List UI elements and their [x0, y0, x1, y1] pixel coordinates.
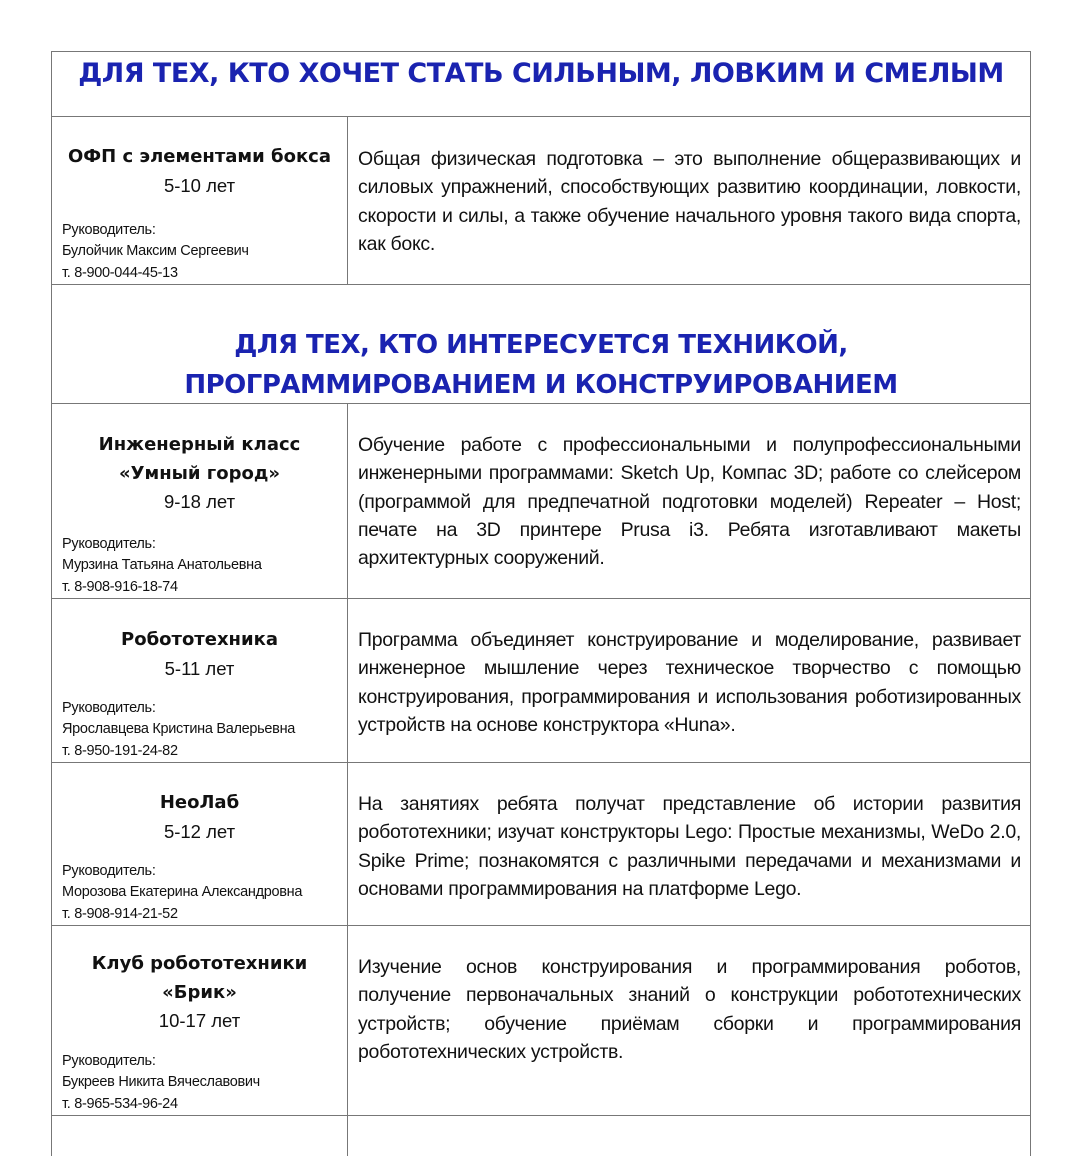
program-leader	[62, 1051, 260, 1116]
program-name-line: Инженерный класс	[98, 434, 301, 455]
program-name: НеоЛаб	[159, 792, 240, 813]
leader-name: Булойчик Максим Сергеевич	[62, 243, 249, 259]
program-row	[52, 117, 1030, 285]
program-name	[62, 431, 337, 488]
program-leader	[62, 698, 295, 763]
section-heading-tech	[52, 285, 1030, 404]
leader-label: Руководитель:	[62, 535, 156, 552]
program-info-cell	[52, 1116, 348, 1156]
program-age: 9-18 лет	[163, 491, 236, 512]
leader-name: Мурзина Татьяна Анатольевна	[62, 557, 262, 573]
section-title-line: ДЛЯ ТЕХ, КТО ХОЧЕТ СТАТЬ СИЛЬНЫМ, ЛОВКИМ И СМЕЛЫМ	[78, 58, 1004, 89]
leader-name: Букреев Никита Вячеславович	[62, 1074, 260, 1090]
leader-label: Руководитель:	[62, 1052, 156, 1069]
program-name-line: «Брик»	[162, 981, 237, 1003]
program-leader	[62, 220, 249, 285]
program-age: 5-10 лет	[163, 174, 236, 196]
program-description: На занятиях ребята получат представление об истории развития робототехники; изучат конструкторы Lego: Простые механизмы, WeDo 2.0, Spike Prime; познакомятся с различными передачами и механизмами и основами программирования на платформе Lego.	[358, 793, 1021, 900]
program-name-line: Клуб робототехники	[91, 953, 308, 974]
program-name: ОФП с элементами бокса	[68, 146, 331, 167]
program-info-cell	[52, 404, 348, 598]
program-info-cell	[52, 599, 348, 762]
section-title-line: ПРОГРАММИРОВАНИЕМ И КОНСТРУИРОВАНИЕМ	[184, 370, 898, 400]
leader-phone: т. 8-950-191-24-82	[62, 742, 178, 759]
program-row	[52, 763, 1030, 926]
programs-table	[51, 51, 1031, 1156]
leader-phone: т. 8-908-916-18-74	[62, 578, 178, 595]
program-description: Общая физическая подготовка – это выполнение общеразвивающих и силовых упражнений, способствующих развитию координации, ловкости, скорости и силы, а также обучение начального уровня такого вида спорта, как бокс.	[358, 148, 1021, 255]
program-info-cell	[52, 763, 348, 925]
program-row	[52, 599, 1030, 763]
leader-phone: т. 8-900-044-45-13	[62, 264, 178, 281]
section-heading-sport	[52, 52, 1030, 117]
program-info-cell	[52, 117, 348, 284]
program-row-partial	[52, 1116, 1030, 1156]
program-age: 5-11 лет	[164, 657, 235, 679]
leader-name: Морозова Екатерина Александровна	[62, 884, 303, 900]
program-age: 5-12 лет	[163, 820, 236, 842]
leader-label: Руководитель:	[62, 699, 156, 716]
program-age: 10-17 лет	[158, 1010, 241, 1031]
program-row	[52, 926, 1030, 1116]
program-name	[62, 950, 337, 1007]
program-name-line: «Умный город»	[119, 462, 280, 484]
program-description: Обучение работе с профессиональными и полупрофессиональными инженерными программами: Sketch Up, Компас 3D; работе со слейсером (программой для предпечатной подготовки моделей) Repeater – Host; печате на 3D принтере Prusa i3. Ребята изготавливают макеты архитектурных сооружений.	[358, 434, 1021, 570]
program-leader	[62, 534, 262, 599]
program-description	[348, 1116, 1030, 1156]
leader-label: Руководитель:	[62, 862, 156, 879]
program-description: Изучение основ конструирования и программирования роботов, получение первоначальных знаний о конструкции робототехнических устройств; обучение приёмам сборки и программирования робототехнических устройств.	[358, 956, 1021, 1063]
program-row	[52, 404, 1030, 599]
program-description: Программа объединяет конструирование и моделирование, развивает инженерное мышление через техническое творчество с помощью конструирования, программирования и использования роботизированных устройств на основе конструктора «Huna».	[358, 629, 1021, 736]
program-info-cell	[52, 926, 348, 1115]
program-leader	[62, 861, 302, 926]
leader-name: Ярославцева Кристина Валерьевна	[62, 721, 296, 737]
section-title-line: ДЛЯ ТЕХ, КТО ИНТЕРЕСУЕТСЯ ТЕХНИКОЙ,	[234, 330, 848, 360]
leader-phone: т. 8-965-534-96-24	[62, 1095, 178, 1112]
program-name: Робототехника	[121, 629, 278, 650]
leader-label: Руководитель:	[62, 221, 156, 238]
leader-phone: т. 8-908-914-21-52	[62, 905, 178, 922]
